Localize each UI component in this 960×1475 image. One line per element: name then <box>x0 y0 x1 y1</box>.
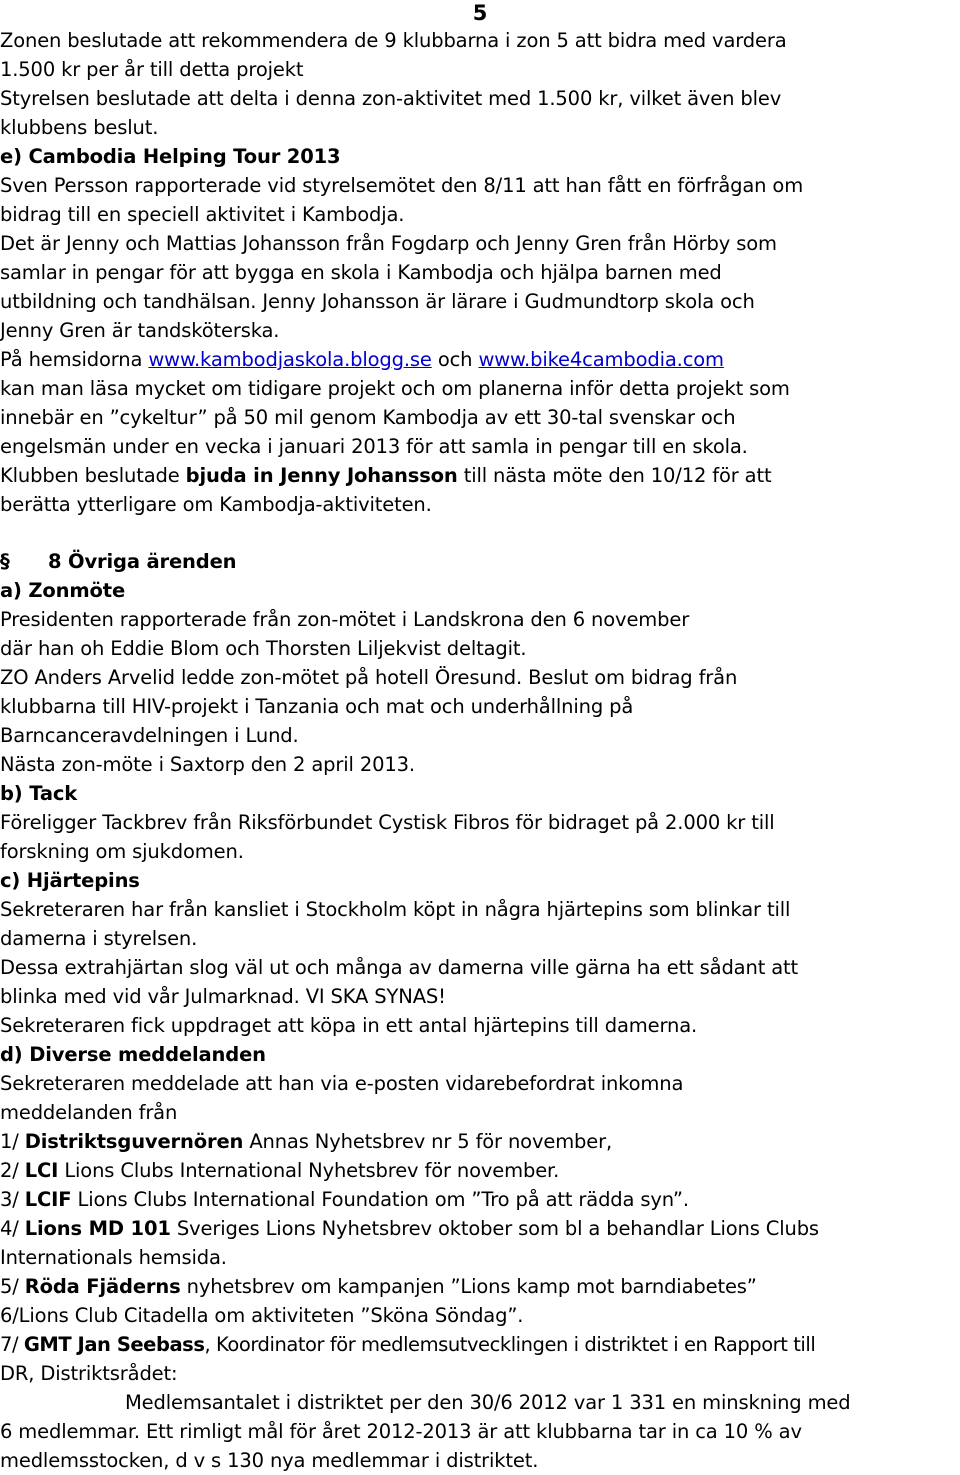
diverse-line-2: meddelanden från <box>0 1101 178 1124</box>
zonmote-line-6: Nästa zon-möte i Saxtorp den 2 april 2013. <box>0 753 415 776</box>
hjartepins-line-2: damerna i styrelsen. <box>0 927 198 950</box>
list-item-5-text: nyhetsbrev om kampanjen ”Lions kamp mot barndiabetes” <box>180 1275 757 1298</box>
zonmote-line-2: där han oh Eddie Blom och Thorsten Liljekvist deltagit. <box>0 637 527 660</box>
websites-och: och <box>431 348 479 371</box>
list-item-5 <box>0 1272 757 1301</box>
list-item-3-text: Lions Clubs International Foundation om ”Tro på att rädda syn”. <box>71 1188 689 1211</box>
zon5-line-3: Styrelsen beslutade att delta i denna zon-aktivitet med 1.500 kr, vilket även blev <box>0 87 782 110</box>
list-item-7-continuation: DR, Distriktsrådet: <box>0 1362 178 1385</box>
tack-line-2: forskning om sjukdomen. <box>0 840 244 863</box>
list-item-1-sender: Distriktsguvernören <box>24 1130 244 1153</box>
list-item-2-number: 2/ <box>0 1159 25 1182</box>
bike4cambodia-link[interactable]: www.bike4cambodia.com <box>478 348 724 371</box>
list-item-5-number: 5/ <box>0 1275 25 1298</box>
tack-line-1: Föreligger Tackbrev från Riksförbundet Cystisk Fibros för bidraget på 2.000 kr till <box>0 811 775 834</box>
cambodia-line-4: samlar in pengar för att bygga en skola i Kambodja och hjälpa barnen med <box>0 261 722 284</box>
list-item-3-sender: LCIF <box>24 1188 72 1211</box>
cambodia-websites-line <box>0 345 724 374</box>
cambodia-line-1: Sven Persson rapporterade vid styrelsemötet den 8/11 att han fått en förfrågan om <box>0 174 804 197</box>
list-item-4-text: Sveriges Lions Nyhetsbrev oktober som bl a behandlar Lions Clubs <box>170 1217 819 1240</box>
list-item-1 <box>0 1127 612 1156</box>
kambodjaskola-link[interactable]: www.kambodjaskola.blogg.se <box>148 348 432 371</box>
websites-prefix: På hemsidorna <box>0 348 149 371</box>
zon5-line-2: 1.500 kr per år till detta projekt <box>0 58 304 81</box>
section-8-title: 8 Övriga ärenden <box>48 550 237 573</box>
cambodia-heading: e) Cambodia Helping Tour 2013 <box>0 145 341 168</box>
tack-heading: b) Tack <box>0 782 78 805</box>
cambodia-line-2: bidrag till en speciell aktivitet i Kambodja. <box>0 203 405 226</box>
page-number: 5 <box>472 1 488 25</box>
list-item-7 <box>0 1330 815 1359</box>
hjartepins-line-1: Sekreteraren har från kansliet i Stockholm köpt in några hjärtepins som blinkar till <box>0 898 791 921</box>
list-item-2-sender: LCI <box>24 1159 59 1182</box>
zonmote-line-3: ZO Anders Arvelid ledde zon-mötet på hotell Öresund. Beslut om bidrag från <box>0 666 738 689</box>
decision-bold: bjuda in Jenny Johansson <box>185 464 458 487</box>
list-item-2-text: Lions Clubs International Nyhetsbrev för november. <box>58 1159 560 1182</box>
cambodia-line-9: innebär en ”cykeltur” på 50 mil genom Kambodja av ett 30-tal svenskar och <box>0 406 736 429</box>
zon5-line-1: Zonen beslutade att rekommendera de 9 klubbarna i zon 5 att bidra med vardera <box>0 29 787 52</box>
zonmote-line-5: Barncanceravdelningen i Lund. <box>0 724 299 747</box>
zonmote-heading: a) Zonmöte <box>0 579 126 602</box>
list-item-2 <box>0 1156 559 1185</box>
section-sign: § <box>0 550 10 573</box>
zon5-line-4: klubbens beslut. <box>0 116 159 139</box>
list-item-4-number: 4/ <box>0 1217 25 1240</box>
diverse-line-1: Sekreteraren meddelade att han via e-posten vidarebefordrat inkomna <box>0 1072 684 1095</box>
list-item-7-number: 7/ <box>0 1333 24 1356</box>
list-item-4 <box>0 1214 819 1243</box>
list-item-3-number: 3/ <box>0 1188 25 1211</box>
cambodia-line-3: Det är Jenny och Mattias Johansson från Fogdarp och Jenny Gren från Hörby som <box>0 232 777 255</box>
list-item-7-sender: GMT Jan Seebass <box>23 1333 205 1356</box>
membership-line-1: Medlemsantalet i distriktet per den 30/6 2012 var 1 331 en minskning med <box>125 1391 851 1414</box>
section-8-heading <box>0 547 236 576</box>
cambodia-line-6: Jenny Gren är tandsköterska. <box>0 319 280 342</box>
hjartepins-line-3: Dessa extrahjärtan slog väl ut och många av damerna ville gärna ha ett sådant att <box>0 956 799 979</box>
cambodia-line-12: berätta ytterligare om Kambodja-aktiviteten. <box>0 493 432 516</box>
list-item-4-sender: Lions MD 101 <box>24 1217 171 1240</box>
membership-line-2: 6 medlemmar. Ett rimligt mål för året 2012-2013 är att klubbarna tar in ca 10 % av <box>0 1420 802 1443</box>
cambodia-line-8: kan man läsa mycket om tidigare projekt och om planerna inför detta projekt som <box>0 377 790 400</box>
cambodia-line-10: engelsmän under en vecka i januari 2013 för att samla in pengar till en skola. <box>0 435 748 458</box>
list-item-1-number: 1/ <box>0 1130 25 1153</box>
decision-suffix: till nästa möte den 10/12 för att <box>457 464 772 487</box>
list-item-5-sender: Röda Fjäderns <box>24 1275 181 1298</box>
hjartepins-line-4: blinka med vid vår Julmarknad. VI SKA SYNAS! <box>0 985 446 1008</box>
zonmote-line-1: Presidenten rapporterade från zon-mötet i Landskrona den 6 november <box>0 608 690 631</box>
hjartepins-heading: c) Hjärtepins <box>0 869 140 892</box>
list-item-4-continuation: Internationals hemsida. <box>0 1246 227 1269</box>
membership-line-3: medlemsstocken, d v s 130 nya medlemmar i distriktet. <box>0 1449 539 1472</box>
hjartepins-line-5: Sekreteraren fick uppdraget att köpa in ett antal hjärtepins till damerna. <box>0 1014 698 1037</box>
diverse-heading: d) Diverse meddelanden <box>0 1043 266 1066</box>
list-item-3 <box>0 1185 689 1214</box>
decision-prefix: Klubben beslutade <box>0 464 186 487</box>
zonmote-line-4: klubbarna till HIV-projekt i Tanzania och mat och underhållning på <box>0 695 634 718</box>
list-item-1-text: Annas Nyhetsbrev nr 5 för november, <box>243 1130 613 1153</box>
list-item-6: 6/Lions Club Citadella om aktiviteten ”Sköna Söndag”. <box>0 1304 524 1327</box>
list-item-7-text: , Koordinator för medlemsutvecklingen i distriktet i en Rapport till <box>204 1333 816 1356</box>
cambodia-line-5: utbildning och tandhälsan. Jenny Johansson är lärare i Gudmundtorp skola och <box>0 290 755 313</box>
cambodia-decision-line <box>0 461 771 490</box>
